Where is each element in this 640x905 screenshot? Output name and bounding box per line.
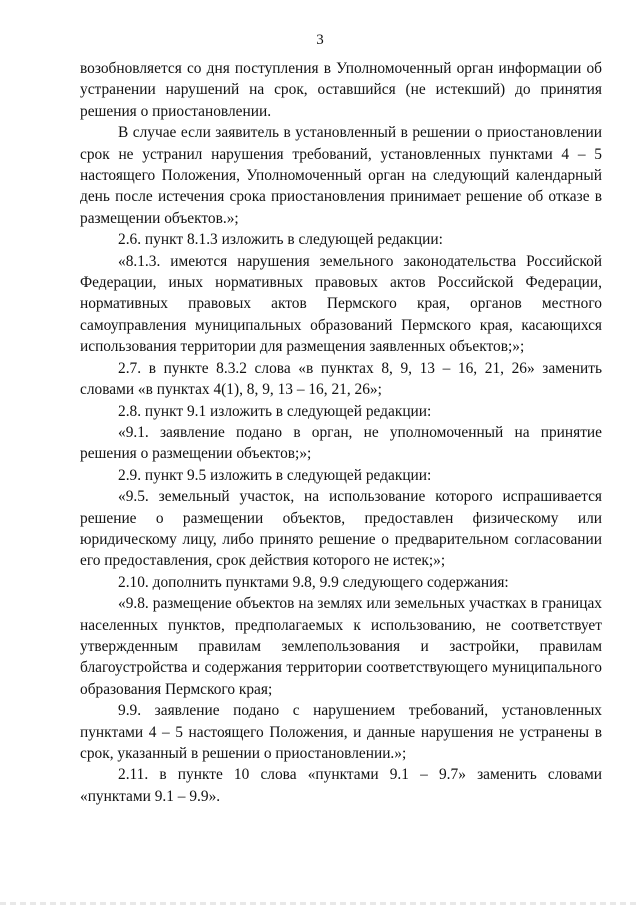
document-body xyxy=(80,58,602,807)
paragraph-clause-8-1-3: «8.1.3. имеются нарушения земельного законодательства Российской Федерации, иных нормативных правовых актов Российской Федерации, нормативных правовых актов Пермского края, органов местного самоуправления муниципальных образований Пермского края, касающихся использования территории для размещения заявленных объектов;»; xyxy=(80,252,602,356)
paragraph-amendment-2-6: 2.6. пункт 8.1.3 изложить в следующей редакции: xyxy=(118,231,443,249)
paragraph-clause-9-9: 9.9. заявление подано с нарушением требований, установленных пунктами 4 – 5 настоящего Положения, и данные нарушения не устранены в срок, указанный в решении о приостановлении.»; xyxy=(80,702,602,762)
paragraph-amendment-2-9: 2.9. пункт 9.5 изложить в следующей редакции: xyxy=(118,466,432,484)
paragraph-clause-9-1: «9.1. заявление подано в орган, не уполномоченный на принятие решения о размещении объектов;»; xyxy=(80,423,602,463)
paragraph-resumption: возобновляется со дня поступления в Уполномоченный орган информации об устранении нарушений на срок, оставшийся (не истекший) до принятия решения о приостановлении. xyxy=(80,60,602,120)
paragraph-amendment-2-8: 2.8. пункт 9.1 изложить в следующей редакции: xyxy=(118,402,432,420)
paragraph-amendment-2-7: 2.7. в пункте 8.3.2 слова «в пунктах 8, 9, 13 – 16, 21, 26» заменить словами «в пунктах 4(1), 8, 9, 13 – 16, 21, 26»; xyxy=(80,359,602,399)
page-number: 3 xyxy=(316,32,324,48)
paragraph-refusal-case: В случае если заявитель в установленный в решении о приостановлении срок не устранил нарушения требований, установленных пунктами 4 – 5 настоящего Положения, Уполномоченный орган на следующий календарный день после истечения срока приостановления принимает решение об отказе в размещении объектов.»; xyxy=(80,124,602,227)
paragraph-amendment-2-11: 2.11. в пункте 10 слова «пунктами 9.1 – 9.7» заменить словами «пунктами 9.1 – 9.9». xyxy=(80,766,602,805)
paragraph-clause-9-5: «9.5. земельный участок, на использование которого испрашивается решение о размещении объектов, предоставлен физическому или юридическому лицу, либо принято решение о предварительном согласовании его предоставления, срок действия которого не истек;»; xyxy=(80,488,602,570)
paragraph-amendment-2-10: 2.10. дополнить пунктами 9.8, 9.9 следующего содержания: xyxy=(118,573,509,591)
paragraph-clause-9-8: «9.8. размещение объектов на землях или земельных участках в границах населенных пунктов, предполагаемых к использованию, не соответствует утвержденным правилам землепользования и застройки, правилам благоустройства и содержания территории соответствующего муниципального образования Пермского края; xyxy=(80,595,602,698)
